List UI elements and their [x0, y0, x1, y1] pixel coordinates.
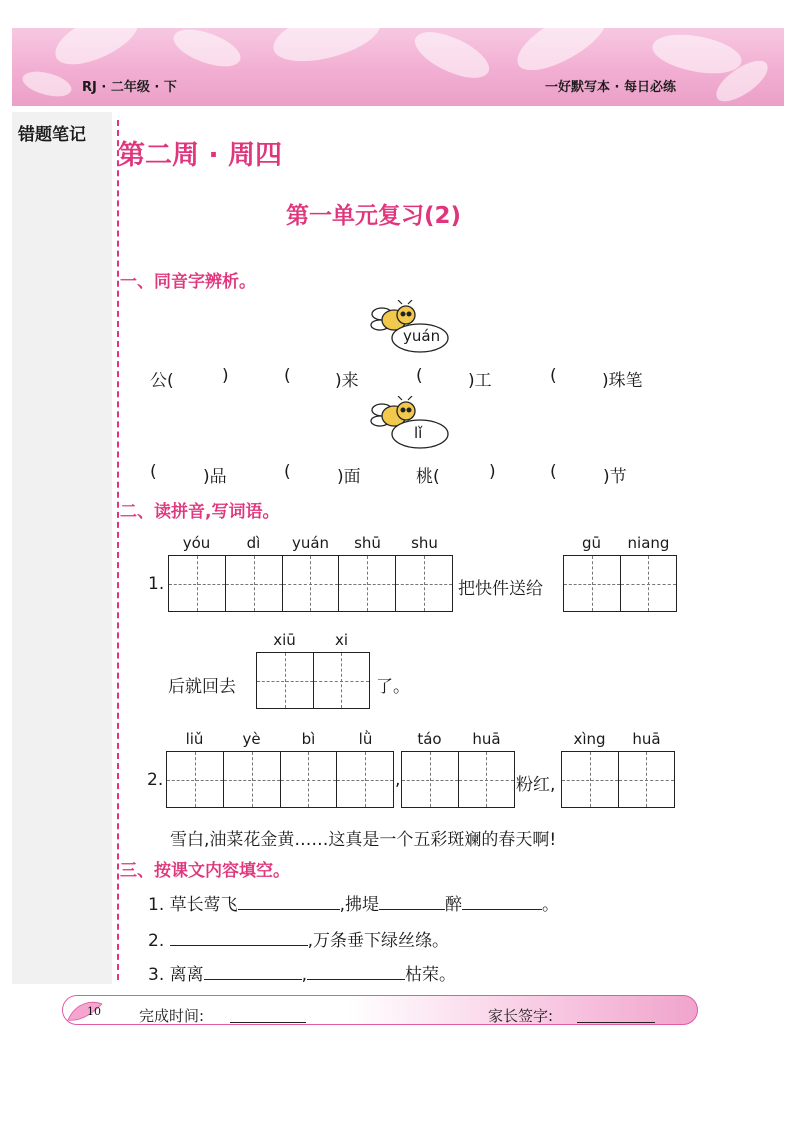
- writing-grid-q2b[interactable]: [401, 751, 515, 808]
- q1-text: 了。: [376, 677, 410, 697]
- answer-blank[interactable]: [462, 892, 542, 910]
- bubble-pinyin-2: lǐ: [414, 424, 423, 442]
- s1-row2-item-1: (: [150, 462, 157, 482]
- header-grade-label: RJ · 二年级 · 下: [82, 80, 177, 95]
- pinyin-label: niang: [627, 534, 670, 552]
- answer-blank[interactable]: [307, 962, 405, 980]
- pinyin-label: xìng: [573, 730, 606, 748]
- q2-sentence: 雪白,油菜花金黄……这真是一个五彩斑斓的春天啊!: [170, 830, 557, 850]
- pinyin-label: xi: [334, 631, 349, 649]
- s1-row1-item-4: )来: [335, 371, 359, 391]
- s3-line1-part: 1. 草长莺飞: [148, 895, 238, 915]
- s1-row2-item-2: )品: [203, 467, 227, 487]
- writing-grid-q1c[interactable]: [256, 652, 370, 709]
- s3-line1: [148, 890, 559, 915]
- s3-line2-part: 2.: [148, 931, 165, 951]
- s3-line3: [148, 960, 456, 985]
- pinyin-label: bì: [301, 730, 316, 748]
- s3-line3-part: ,: [301, 965, 308, 985]
- s3-line1-part: ,拂堤: [339, 895, 380, 915]
- s1-row1-item-8: )珠笔: [602, 371, 643, 391]
- unit-title: 第一单元复习(2): [286, 203, 462, 229]
- s1-row2-item-4: )面: [337, 467, 361, 487]
- s1-row2-item-7: (: [550, 462, 557, 482]
- writing-grid-q2c[interactable]: [561, 751, 675, 808]
- writing-grid-q2a[interactable]: [166, 751, 394, 808]
- s1-row1-item-1: 公(: [150, 371, 174, 391]
- pinyin-label: gū: [581, 534, 602, 552]
- bubble-pinyin-1: yuán: [403, 327, 441, 345]
- s1-row2-item-5: 桃(: [416, 467, 440, 487]
- answer-blank[interactable]: [238, 892, 340, 910]
- pinyin-label: táo: [417, 730, 442, 748]
- s3-line2: [148, 926, 449, 951]
- s1-row1-item-6: )工: [468, 371, 492, 391]
- week-title: 第二周 · 周四: [118, 140, 283, 171]
- finish-time-label: 完成时间:: [139, 1007, 205, 1025]
- q2-text: 粉红,: [516, 775, 556, 795]
- s3-line3-part: 3. 离离: [148, 965, 204, 985]
- s1-row2-item-6: ): [489, 462, 496, 482]
- s1-row2-item-8: )节: [603, 467, 627, 487]
- pinyin-label: huā: [472, 730, 501, 748]
- pinyin-label: xiū: [273, 631, 296, 649]
- notes-margin-label: 错题笔记: [18, 125, 86, 145]
- pinyin-label: shu: [411, 534, 438, 552]
- s1-row1-item-3: (: [284, 366, 291, 386]
- pinyin-label: yóu: [182, 534, 211, 552]
- page-number: 10: [87, 1005, 101, 1018]
- q2-comma: ,: [395, 770, 401, 790]
- s3-line1-part: 醉: [445, 895, 463, 915]
- bee-icon: [370, 396, 450, 450]
- s1-row1-item-5: (: [416, 366, 423, 386]
- question-number: 1.: [148, 574, 165, 594]
- section-2-title: 二、读拼音,写词语。: [120, 502, 280, 522]
- writing-grid-q1b[interactable]: [563, 555, 677, 612]
- parent-sign-field[interactable]: [577, 1022, 655, 1023]
- s3-line2-part: ,万条垂下绿丝绦。: [307, 931, 450, 951]
- question-number: 2.: [147, 770, 164, 790]
- margin-divider: [117, 120, 119, 980]
- pinyin-label: dì: [246, 534, 261, 552]
- s1-row1-item-2: ): [222, 366, 229, 386]
- parent-sign-label: 家长签字:: [488, 1007, 554, 1025]
- header-series-label: 一好默写本 · 每日必练: [545, 80, 676, 95]
- pinyin-label: huā: [632, 730, 661, 748]
- section-1-title: 一、同音字辨析。: [120, 272, 256, 292]
- s3-line1-part: 。: [542, 895, 560, 915]
- writing-grid-q1a[interactable]: [168, 555, 453, 612]
- pinyin-label: shū: [354, 534, 381, 552]
- q1-text: 后就回去: [168, 677, 236, 697]
- answer-blank[interactable]: [204, 962, 302, 980]
- s1-row1-item-7: (: [550, 366, 557, 386]
- pinyin-label: yè: [242, 730, 261, 748]
- answer-blank[interactable]: [379, 892, 445, 910]
- s3-line3-part: 枯荣。: [405, 965, 457, 985]
- section-3-title: 三、按课文内容填空。: [120, 861, 290, 881]
- pinyin-label: liǔ: [185, 730, 204, 748]
- pinyin-label: lǜ: [358, 730, 373, 748]
- s1-row2-item-3: (: [284, 462, 291, 482]
- pinyin-label: yuán: [291, 534, 330, 552]
- answer-blank[interactable]: [170, 928, 308, 946]
- finish-time-field[interactable]: [230, 1022, 306, 1023]
- notes-margin: [12, 112, 112, 984]
- q1-text: 把快件送给: [458, 579, 543, 599]
